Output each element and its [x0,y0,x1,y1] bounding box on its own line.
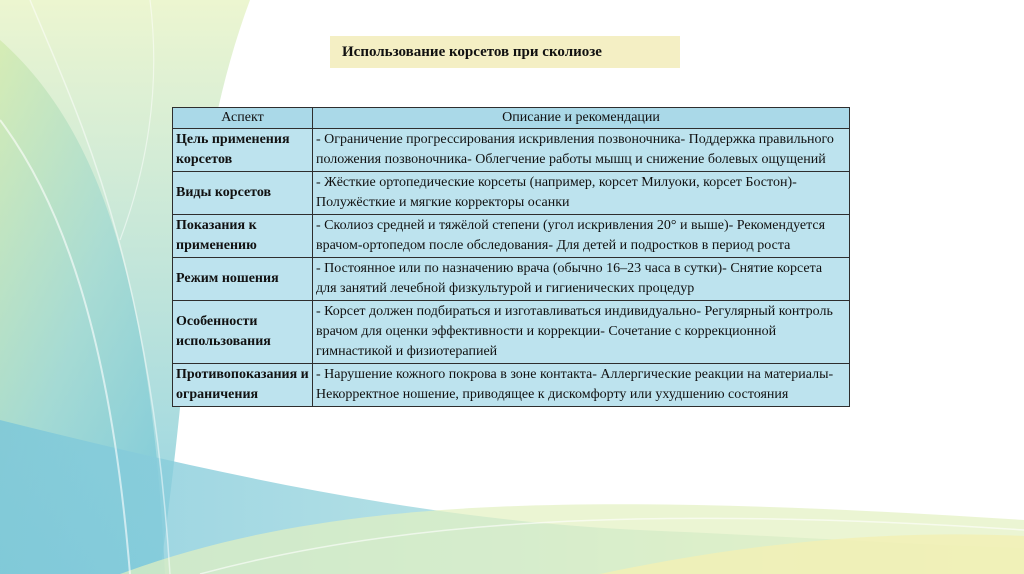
table-header-row [173,108,850,129]
description-cell: - Постоянное или по назначению врача (обычно 16–23 часа в сутки)- Снятие корсета для занятий лечебной физкультурой и гигиенических процедур [313,258,850,301]
description-cell: - Ограничение прогрессирования искривления позвоночника- Поддержка правильного положения позвоночника- Облегчение работы мышц и снижение болевых ощущений [313,129,850,172]
description-cell: - Сколиоз средней и тяжёлой степени (угол искривления 20° и выше)- Рекомендуется врачом-ортопедом после обследования- Для детей и подростков в период роста [313,215,850,258]
aspect-cell: Виды корсетов [173,172,313,215]
aspect-cell: Режим ношения [173,258,313,301]
aspect-cell: Противопоказания и ограничения [173,364,313,407]
column-header-aspect: Аспект [173,108,313,129]
table-row [173,172,850,215]
aspect-cell: Цель применения корсетов [173,129,313,172]
table-row [173,215,850,258]
corset-table [172,107,850,407]
table-row [173,129,850,172]
description-cell: - Нарушение кожного покрова в зоне контакта- Аллергические реакции на материалы- Некорректное ношение, приводящее к дискомфорту или ухудшению состояния [313,364,850,407]
table-row [173,258,850,301]
description-cell: - Жёсткие ортопедические корсеты (например, корсет Милуоки, корсет Бостон)- Полужёсткие и мягкие корректоры осанки [313,172,850,215]
aspect-cell: Особенности использования [173,301,313,364]
aspect-cell: Показания к применению [173,215,313,258]
table-row [173,301,850,364]
column-header-description: Описание и рекомендации [313,108,850,129]
slide-title: Использование корсетов при сколиозе [330,36,680,68]
description-cell: - Корсет должен подбираться и изготавливаться индивидуально- Регулярный контроль врачом для оценки эффективности и коррекции- Сочетание с коррекционной гимнастикой и физиотерапией [313,301,850,364]
table-row [173,364,850,407]
